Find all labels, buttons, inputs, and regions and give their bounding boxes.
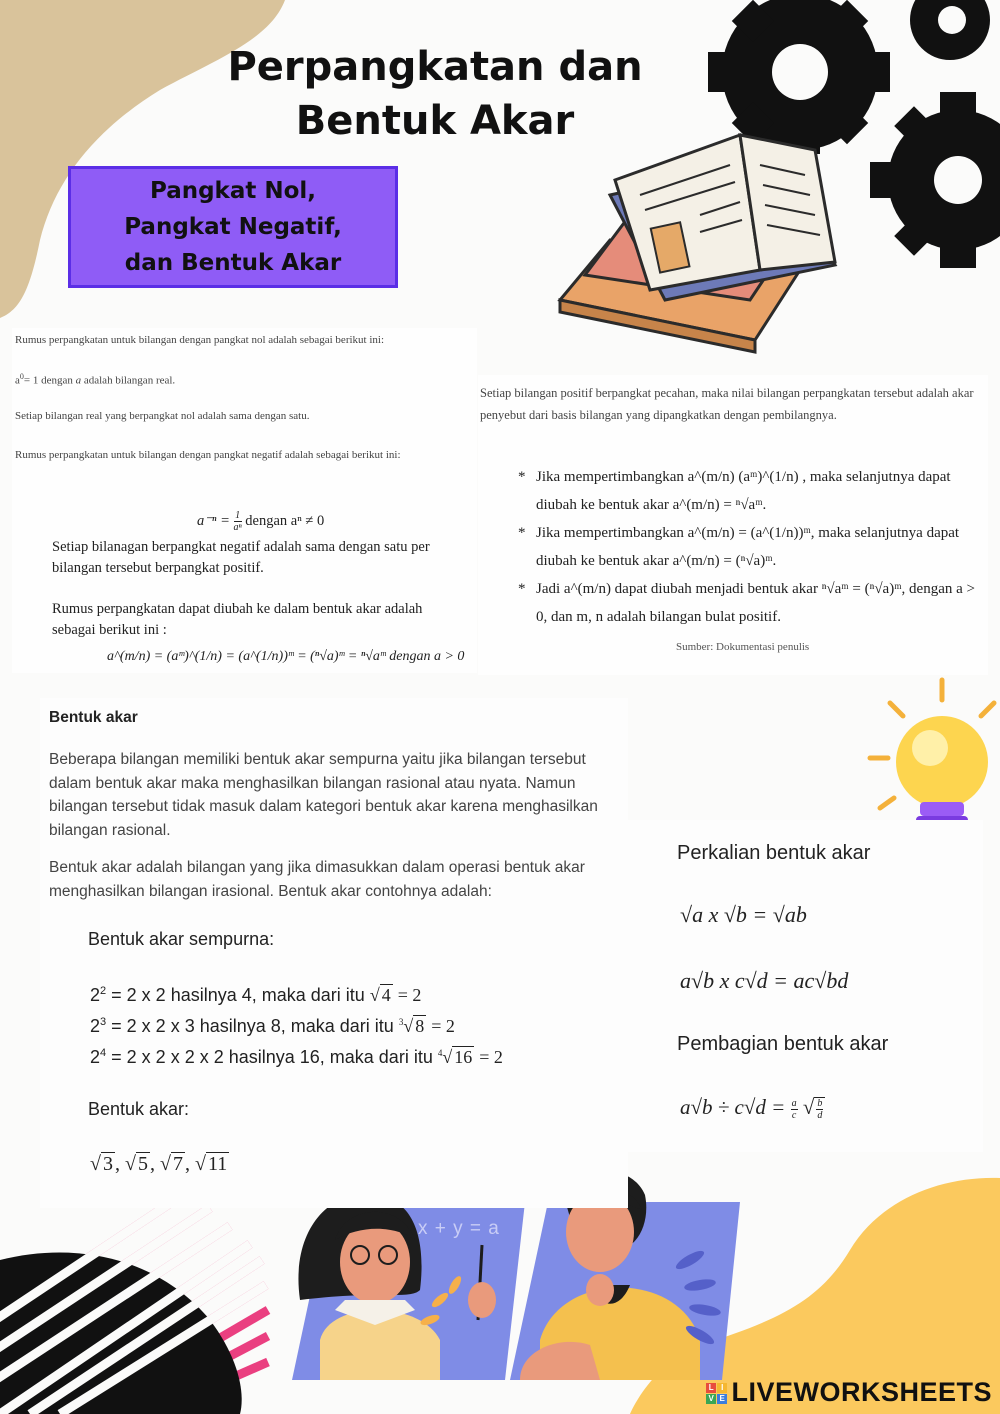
ex3-radicand: 16 [454,1047,473,1067]
neg-formula-prefix: a⁻ⁿ = [197,512,230,529]
ex1-exp: 2 [100,985,107,997]
akar-sempurna-example-3 [90,1046,503,1068]
akar-example-item: 11 [207,1153,228,1175]
pembagian-root-den: d [817,1110,823,1122]
akar-sempurna-title: Bentuk akar sempurna: [88,929,275,949]
logo-letter: L [706,1383,716,1393]
akar-example-item: 7 [172,1153,183,1175]
bentuk-akar-title: Bentuk akar: [88,1099,190,1119]
subtitle-line3: dan Bentuk Akar [124,250,342,276]
pembagian-root-num: b [817,1098,823,1110]
ex3-root: $^4$√ 16 [437,1047,473,1067]
subtitle-line1: Pangkat Nol, [149,178,317,204]
bentuk-akar-para1: Beberapa bilangan memiliki bentuk akar sempurna yaitu jika bilangan tersebut dalam bentuk akar maka menghasilkan bilangan rasional atau nyata. Namun bilangan tersebut tidak masuk dalam kategori bentuk akar karena menghasilkan bilangan rasional. [49,751,598,839]
ex3-result: = 2 [479,1047,503,1067]
ex1-base: 2 [90,985,101,1005]
board-equation: x + y = a [418,1218,500,1239]
panel-pangkat-nol-negatif [12,328,477,673]
pembagian-root-fraction [814,1097,825,1121]
pangkat-nol-equals: = 1 dengan [23,374,73,387]
pangkat-negatif-intro: Rumus perpangkatan untuk bilangan dengan pangkat negatif adalah sebagai berikut ini: [15,449,401,461]
ex3-base: 2 [90,1047,101,1067]
bullet-star-icon: * [518,469,526,485]
akar-example-item: 5 [137,1153,148,1175]
ex3-text: = 2 x 2 x 2 x 2 hasilnya 16, maka dari itu [111,1047,433,1067]
ex2-exp: 3 [100,1016,107,1028]
logo-letter: E [717,1394,727,1404]
pangkat-nol-desc: adalah bilangan real. [83,374,176,387]
ex2-base: 2 [90,1016,101,1036]
panel-pangkat-pecahan [478,375,988,675]
ex2-index: 3 [398,1017,404,1027]
liveworksheets-logo-icon [706,1383,728,1405]
pembagian-title: Pembagian bentuk akar [677,1033,889,1055]
books-icon [560,135,835,352]
subtitle-line2: Pangkat Negatif, [124,214,342,240]
pangkat-nol-base: a [15,374,20,387]
liveworksheets-name: LIVEWORKSHEETS [731,1377,992,1407]
ex1-text: = 2 x 2 hasilnya 4, maka dari itu [111,985,365,1005]
bentuk-akar-para2: Bentuk akar adalah bilangan yang jika dimasukkan dalam operasi bentuk akar menghasilkan bilangan irasional. Bentuk akar contohnya adalah: [49,859,585,900]
pembagian-root: √ $\frac{b}{d}$ [803,1095,826,1119]
ex2-result: = 2 [431,1016,455,1036]
perkalian-formula-2: a√b x c√d = ac√bd [680,968,849,993]
neg-formula-den: aⁿ [233,522,242,533]
pangkat-nol-intro: Rumus perpangkatan untuk bilangan dengan pangkat nol adalah sebagai berikut ini: [15,334,385,346]
akar-conversion-intro: Rumus perpangkatan dapat diubah ke dalam bentuk akar adalah sebagai berikut ini : [52,601,423,638]
pecahan-bullet-2-text: Jika mempertimbangkan a^(m/n) = (a^(1/n))ᵐ, maka selanjutnya dapat diubah ke bentuk akar a^(m/n) = (ⁿ√a)ᵐ. [536,525,960,569]
perkalian-formula-1: √a x √b = √ab [680,902,807,927]
pecahan-bullet-1 [518,463,976,519]
pembagian-formula [680,1095,825,1121]
pangkat-nol-var: a [75,374,82,387]
pembagian-num: a [791,1097,797,1109]
subtitle-box [68,166,398,288]
bentuk-akar-heading: Bentuk akar [49,709,138,726]
akar-example-item: 3 [102,1153,113,1175]
akar-conversion-formula: a^(m/n) = (aᵐ)^(1/n) = (a^(1/n))ᵐ = (ⁿ√a)ᵐ = ⁿ√aᵐ dengan a > 0 [107,649,465,664]
pecahan-bullet-2 [518,519,976,575]
panel-bentuk-akar [40,698,628,1208]
bentuk-akar-examples: √ 3 , √ 5 , √ 7 , √ 11 [90,1153,228,1175]
page-title-line2: Bentuk Akar [295,98,575,144]
pecahan-bullet-1-text: Jika mempertimbangkan a^(m/n) (aᵐ)^(1/n) , maka selanjutnya dapat diubah ke bentuk akar a^(m/n) = ⁿ√aᵐ. [536,469,951,513]
pecahan-bullet-3 [518,575,976,631]
bullet-star-icon: * [518,525,526,541]
akar-sempurna-example-1 [90,984,421,1006]
ex2-radicand: 8 [415,1016,425,1036]
akar-sempurna-example-2 [90,1015,455,1037]
bullet-star-icon: * [518,581,526,597]
pangkat-nol-rule: Setiap bilangan real yang berpangkat nol adalah sama dengan satu. [15,410,310,422]
ex1-result: = 2 [397,985,422,1005]
page-title-line1: Perpangkatan dan [227,44,643,90]
logo-letter: I [717,1383,727,1393]
ex1-root: √ 4 [369,985,391,1005]
pangkat-pecahan-intro: Setiap bilangan positif berpangkat pecahan, maka nilai bilangan perpangkatan tersebut adalah akar penyebut dari basis bilangan yang dipangkatkan dengan pembilangnya. [480,386,974,422]
pembagian-den: c [791,1109,797,1121]
neg-formula-num: 1 [235,510,241,521]
panel-operasi-akar [628,820,983,1152]
source-caption: Sumber: Dokumentasi penulis [676,641,810,653]
pangkat-negatif-formula [197,510,324,533]
pangkat-negatif-rule: Setiap bilanagan berpangkat negatif adalah sama dengan satu per bilangan tersebut berpangkat positif. [52,539,430,576]
ex3-index: 4 [437,1048,443,1058]
ex3-exp: 4 [100,1047,107,1059]
pangkat-nol-exponent: 0 [19,372,24,381]
ex1-radicand: 4 [381,985,391,1005]
liveworksheets-brand[interactable] [706,1377,992,1408]
ex2-text: = 2 x 2 x 3 hasilnya 8, maka dari itu [111,1016,394,1036]
logo-letter: V [706,1394,716,1404]
pangkat-nol-formula [15,372,175,387]
pembagian-fraction [791,1098,798,1121]
pembagian-left: a√b ÷ c√d = [680,1095,786,1119]
perkalian-title: Perkalian bentuk akar [677,842,871,864]
ex2-root: $^3$√ 8 [398,1016,425,1036]
neg-formula-fraction [234,510,242,533]
neg-formula-suffix: dengan aⁿ ≠ 0 [245,512,325,529]
page-title [200,40,670,148]
pecahan-bullet-3-text: Jadi a^(m/n) dapat diubah menjadi bentuk akar ⁿ√aᵐ = (ⁿ√a)ᵐ, dengan a > 0, dan m, n adalah bilangan bulat positif. [536,581,975,625]
